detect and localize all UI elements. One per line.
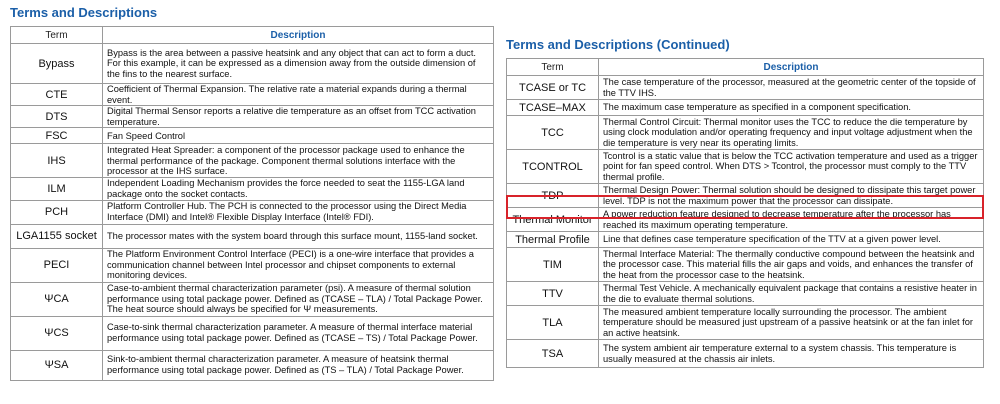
- description-cell: The case temperature of the processor, measured at the geometric center of the topside of the TTV IHS.: [599, 76, 984, 100]
- description-cell: Thermal Control Circuit: Thermal monitor uses the TCC to reduce the die temperature by using clock modulation and/or operating frequency and input voltage adjustment when the die temperature is very near its operating limits.: [599, 116, 984, 150]
- right-panel-title: Terms and Descriptions (Continued): [506, 37, 730, 52]
- table-row: [507, 116, 984, 150]
- term-cell: Thermal Profile: [507, 232, 599, 248]
- description-cell: Fan Speed Control: [103, 128, 494, 144]
- term-cell: LGA1155 socket: [11, 224, 103, 248]
- description-cell: Case-to-sink thermal characterization parameter. A measure of thermal interface material performance using total package power. Defined as (TCASE – TS) / Total Package Power.: [103, 316, 494, 350]
- description-cell: A power reduction feature designed to decrease temperature after the processor has reached its maximum operating temperature.: [599, 208, 984, 232]
- table-row: [507, 76, 984, 100]
- table-row: [11, 106, 494, 128]
- table-row: [507, 184, 984, 208]
- table-row: [507, 208, 984, 232]
- table-row: [11, 200, 494, 224]
- term-cell: TDP: [507, 184, 599, 208]
- term-cell: PCH: [11, 200, 103, 224]
- description-cell: Sink-to-ambient thermal characterization parameter. A measure of heatsink thermal performance using total package power. Defined as (TS – TLA) / Total Package Power.: [103, 350, 494, 380]
- right-term-header: Term: [507, 59, 599, 76]
- table-row: [11, 350, 494, 380]
- table-row: [507, 306, 984, 340]
- table-row: [507, 248, 984, 282]
- table-row: [507, 150, 984, 184]
- right-description-header: Description: [599, 59, 984, 76]
- term-cell: TCASE–MAX: [507, 100, 599, 116]
- term-cell: TIM: [507, 248, 599, 282]
- table-row: [11, 248, 494, 282]
- description-cell: The maximum case temperature as specified in a component specification.: [599, 100, 984, 116]
- term-cell: TTV: [507, 282, 599, 306]
- term-cell: PECI: [11, 248, 103, 282]
- description-cell: Digital Thermal Sensor reports a relative die temperature as an offset from TCC activation temperature.: [103, 106, 494, 128]
- description-cell: Coefficient of Thermal Expansion. The relative rate a material expands during a thermal event.: [103, 84, 494, 106]
- table-row: [11, 128, 494, 144]
- term-cell: ILM: [11, 178, 103, 200]
- table-row: [11, 282, 494, 316]
- term-cell: Bypass: [11, 44, 103, 84]
- description-cell: The system ambient air temperature external to a system chassis. This temperature is usually measured at the chassis air inlets.: [599, 340, 984, 368]
- term-cell: TCC: [507, 116, 599, 150]
- description-cell: Thermal Design Power: Thermal solution should be designed to dissipate this target power level. TDP is not the maximum power that the processor can dissipate.: [599, 184, 984, 208]
- left-panel-title: Terms and Descriptions: [10, 5, 158, 20]
- left-term-header: Term: [11, 27, 103, 44]
- table-row: [11, 44, 494, 84]
- table-row: [507, 232, 984, 248]
- table-row: [11, 178, 494, 200]
- term-cell: TCONTROL: [507, 150, 599, 184]
- term-cell: TLA: [507, 306, 599, 340]
- table-row: [11, 84, 494, 106]
- right-header-row: [507, 59, 984, 76]
- description-cell: The Platform Environment Control Interface (PECI) is a one-wire interface that provides a communication channel between Intel processor and chipset components to external monitoring devices.: [103, 248, 494, 282]
- table-row: [507, 340, 984, 368]
- description-cell: Thermal Test Vehicle. A mechanically equivalent package that contains a resistive heater in the die to evaluate thermal solutions.: [599, 282, 984, 306]
- term-cell: ΨCS: [11, 316, 103, 350]
- term-cell: ΨSA: [11, 350, 103, 380]
- term-cell: TSA: [507, 340, 599, 368]
- description-cell: Integrated Heat Spreader: a component of the processor package used to enhance the thermal performance of the package. Component thermal solutions interface with the processor at the IHS surface.: [103, 144, 494, 178]
- description-cell: Line that defines case temperature specification of the TTV at a given power level.: [599, 232, 984, 248]
- description-cell: Bypass is the area between a passive heatsink and any object that can act to form a duct. For this example, it can be expressed as a dimension away from the outside dimension of the fins to the nearest surface.: [103, 44, 494, 84]
- description-cell: Tcontrol is a static value that is below the TCC activation temperature and used as a trigger point for fan speed control. When DTS > Tcontrol, the processor must comply to the TTV thermal profile.: [599, 150, 984, 184]
- table-row: [11, 224, 494, 248]
- table-row: [507, 100, 984, 116]
- term-cell: CTE: [11, 84, 103, 106]
- term-cell: IHS: [11, 144, 103, 178]
- table-row: [11, 316, 494, 350]
- description-cell: The measured ambient temperature locally surrounding the processor. The ambient temperature should be measured just upstream of a passive heatsink or at the fan inlet for an active heatsink.: [599, 306, 984, 340]
- term-cell: DTS: [11, 106, 103, 128]
- right-panel: [506, 36, 984, 368]
- left-header-row: [11, 27, 494, 44]
- left-description-header: Description: [103, 27, 494, 44]
- left-panel: [10, 4, 494, 381]
- description-cell: Platform Controller Hub. The PCH is connected to the processor using the Direct Media Interface (DMI) and Intel® Flexible Display Interface (Intel® FDI).: [103, 200, 494, 224]
- description-cell: Case-to-ambient thermal characterization parameter (psi). A measure of thermal solution performance using total package power. Defined as (TCASE – TLA) / Total Package Power. The heat source should always be specified for Ψ measurements.: [103, 282, 494, 316]
- right-terms-table: [506, 58, 984, 368]
- description-cell: Thermal Interface Material: The thermally conductive compound between the heatsink and the processor case. This material fills the air gaps and voids, and enhances the transfer of the heat from the processor case to the heatsink.: [599, 248, 984, 282]
- term-cell: TCASE or TC: [507, 76, 599, 100]
- left-terms-table: [10, 26, 494, 381]
- term-cell: Thermal Monitor: [507, 208, 599, 232]
- term-cell: ΨCA: [11, 282, 103, 316]
- description-cell: The processor mates with the system board through this surface mount, 1155-land socket.: [103, 224, 494, 248]
- term-cell: FSC: [11, 128, 103, 144]
- table-row: [11, 144, 494, 178]
- description-cell: Independent Loading Mechanism provides the force needed to seat the 1155-LGA land package onto the socket contacts.: [103, 178, 494, 200]
- table-row: [507, 282, 984, 306]
